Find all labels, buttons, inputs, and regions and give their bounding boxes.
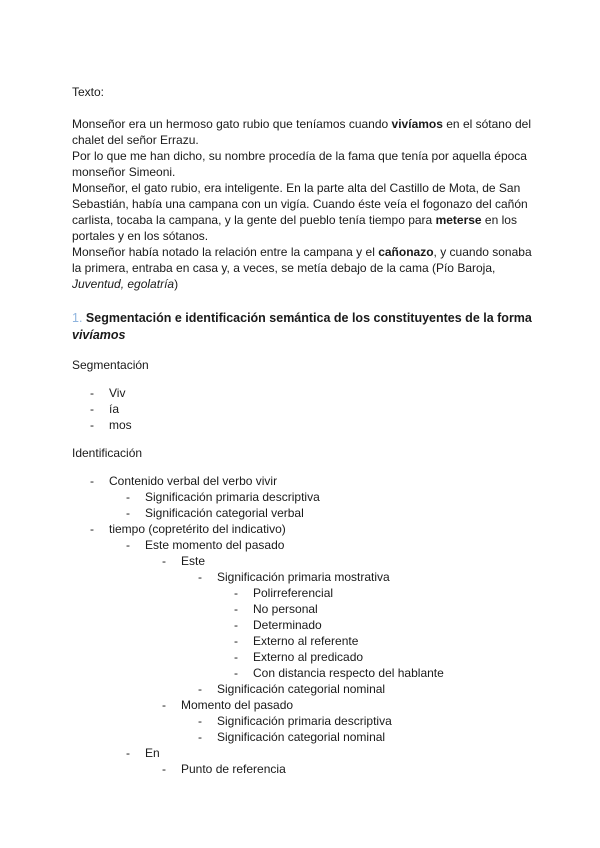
list-dash: - <box>90 402 94 416</box>
tree-item-text: Punto de referencia <box>181 762 286 776</box>
tree-item <box>72 617 532 633</box>
list-dash: - <box>234 618 238 632</box>
list-dash: - <box>162 762 166 776</box>
tree-item-text: Significación categorial nominal <box>217 682 386 696</box>
list-item-text: Viv <box>109 386 126 400</box>
tree-item <box>72 473 532 489</box>
list-dash: - <box>162 554 166 568</box>
tree-item-text: Este momento del pasado <box>145 538 285 552</box>
list-dash: - <box>234 634 238 648</box>
p3-text-c: en los portales y en los sótanos. <box>72 213 517 243</box>
tree-item-text: tiempo (copretérito del indicativo) <box>109 522 286 536</box>
list-dash: - <box>126 538 130 552</box>
p4-text-e: ) <box>174 277 179 291</box>
document-page <box>72 84 532 777</box>
list-dash: - <box>198 730 202 744</box>
tree-item <box>72 761 532 777</box>
p3-bold-meterse: meterse <box>435 213 482 227</box>
list-dash: - <box>198 714 202 728</box>
list-dash: - <box>126 490 130 504</box>
tree-item <box>72 649 532 665</box>
tree-item-text: Polirreferencial <box>253 586 334 600</box>
tree-item <box>72 713 532 729</box>
tree-item-text: Significación primaria descriptiva <box>145 490 320 504</box>
list-dash: - <box>126 746 130 760</box>
identificacion-label: Identificación <box>72 446 143 460</box>
list-dash: - <box>90 386 94 400</box>
tree-item-text: Significación categorial nominal <box>217 730 386 744</box>
p4-bold-cañonazo: cañonazo <box>378 245 434 259</box>
segmentacion-label: Segmentación <box>72 358 149 372</box>
list-item <box>72 417 532 433</box>
tree-item <box>72 601 532 617</box>
tree-item-text: Con distancia respecto del hablante <box>253 666 444 680</box>
tree-item <box>72 745 532 761</box>
tree-item <box>72 537 532 553</box>
tree-item <box>72 681 532 697</box>
list-dash: - <box>234 666 238 680</box>
tree-item <box>72 729 532 745</box>
tree-item <box>72 553 532 569</box>
p4-italic-source: Juventud, egolatría <box>72 277 175 291</box>
p3-text-a: Monseñor, el gato rubio, era inteligente. En la parte alta del Castillo de Mota, de San Sebastián, había una campana con un vigía. Cuando éste veía el fogonazo del cañón carlista, tocaba la campana, y la gente del pueblo tenía tiempo para <box>72 181 528 227</box>
p4-text-c: , y cuando sonaba la primera, entraba en casa y, a veces, se metía debajo de la cama (Pío Baroja, <box>72 245 532 275</box>
list-dash: - <box>234 586 238 600</box>
section-title-text: Segmentación e identificación semántica de los constituyentes de la forma <box>82 311 532 325</box>
list-dash: - <box>162 698 166 712</box>
tree-item <box>72 505 532 521</box>
tree-item-text: Externo al referente <box>253 634 359 648</box>
tree-item <box>72 569 532 585</box>
tree-item <box>72 585 532 601</box>
tree-item-text: Contenido verbal del verbo vivir <box>109 474 278 488</box>
list-dash: - <box>126 506 130 520</box>
p4-text-a: Monseñor había notado la relación entre la campana y el <box>72 245 379 259</box>
texto-label: Texto: <box>72 85 105 99</box>
paragraph-1 <box>72 116 532 148</box>
tree-item-text: Momento del pasado <box>181 698 294 712</box>
p1-bold-vivíamos: vivíamos <box>391 117 443 131</box>
p1-text-c: en el sótano del chalet del señor Errazu. <box>72 117 531 147</box>
tree-item <box>72 489 532 505</box>
list-dash: - <box>234 602 238 616</box>
list-item-text: ía <box>109 402 120 416</box>
list-dash: - <box>198 570 202 584</box>
tree-item-text: En <box>145 746 160 760</box>
list-dash: - <box>234 650 238 664</box>
section-title-italic: vivíamos <box>72 328 126 342</box>
tree-item <box>72 633 532 649</box>
list-dash: - <box>90 522 94 536</box>
segmentacion-list <box>72 385 532 433</box>
list-dash: - <box>90 474 94 488</box>
identificacion-tree <box>72 473 532 777</box>
tree-item <box>72 665 532 681</box>
paragraph-4 <box>72 244 532 292</box>
list-item <box>72 385 532 401</box>
p1-text-a: Monseñor era un hermoso gato rubio que teníamos cuando <box>72 117 392 131</box>
tree-item-text: Externo al predicado <box>253 650 364 664</box>
paragraph-2: Por lo que me han dicho, su nombre procedía de la fama que tenía por aquella época monseñor Simeoni. <box>72 149 527 179</box>
tree-item-text: No personal <box>253 602 318 616</box>
list-dash: - <box>198 682 202 696</box>
tree-item <box>72 521 532 537</box>
tree-item-text: Determinado <box>253 618 322 632</box>
tree-item <box>72 697 532 713</box>
list-dash: - <box>90 418 94 432</box>
section-number: 1. <box>72 311 83 325</box>
tree-item-text: Este <box>181 554 206 568</box>
list-item <box>72 401 532 417</box>
tree-item-text: Significación primaria descriptiva <box>217 714 392 728</box>
tree-item-text: Significación primaria mostrativa <box>217 570 390 584</box>
list-item-text: mos <box>109 418 132 432</box>
section-heading <box>72 310 532 344</box>
paragraph-3 <box>72 180 532 244</box>
tree-item-text: Significación categorial verbal <box>145 506 304 520</box>
